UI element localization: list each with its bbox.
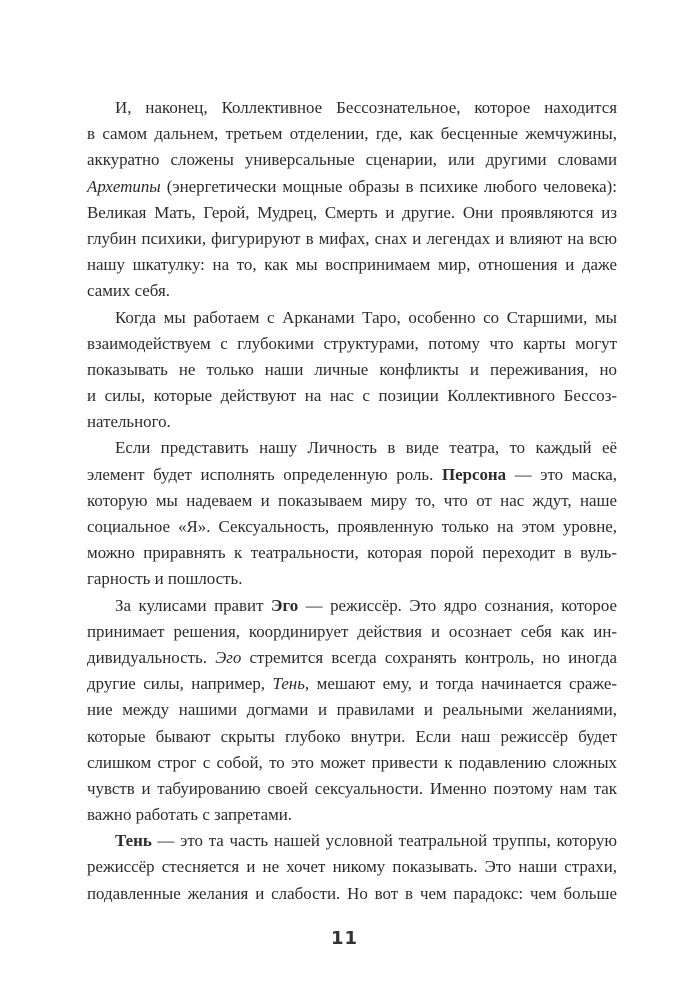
body-text <box>87 95 617 907</box>
text-line <box>87 331 617 357</box>
text-line <box>87 593 617 619</box>
paragraph <box>87 828 617 907</box>
text-line <box>87 121 617 147</box>
text-run: можно приравнять к театральности, которая порой переходит в вуль- <box>87 543 617 563</box>
text-line <box>87 540 617 566</box>
text-line <box>87 697 617 723</box>
text-line <box>87 514 617 540</box>
text-run: социальное «Я». Сексуальность, проявленную только на этом уровне, <box>87 517 617 536</box>
text-line <box>87 305 617 331</box>
text-line <box>87 278 617 304</box>
text-run: — это маска, <box>506 464 617 484</box>
paragraph <box>87 435 617 592</box>
text-line <box>87 147 617 173</box>
italic-term: Эго <box>215 647 242 667</box>
text-run: За кулисами правит <box>115 595 271 615</box>
text-run: дивидуальность. <box>87 647 216 667</box>
text-run: важно работать с запретами. <box>87 805 293 825</box>
text-run: — режиссёр. Это ядро сознания, которое <box>298 595 617 615</box>
text-run: ние между нашими догмами и правилами и реальными желаниями, <box>87 700 617 720</box>
paragraph <box>87 305 617 436</box>
text-line <box>87 95 617 121</box>
text-line <box>87 645 617 671</box>
text-line <box>87 802 617 828</box>
text-run: И, наконец, Коллективное Бессознательное, которое находится <box>115 98 617 117</box>
text-line <box>87 828 617 854</box>
text-run: самих себя. <box>87 281 170 301</box>
text-line <box>87 724 617 750</box>
text-run: в самом дальнем, третьем отделении, где, как бесценные жемчужины, <box>87 124 617 144</box>
text-run: Если представить нашу Личность в виде театра, то каждый её <box>115 438 617 458</box>
text-line <box>87 671 617 697</box>
text-run: и силы, которые действуют на нас с позиции Коллективного Бессоз- <box>87 386 617 406</box>
text-line <box>87 750 617 776</box>
text-line <box>87 776 617 802</box>
text-run: которые бывают скрыты глубоко внутри. Если наш режиссёр будет <box>87 726 617 746</box>
text-line <box>87 383 617 409</box>
paragraph <box>87 593 617 829</box>
text-line <box>87 462 617 488</box>
italic-term: Архетипы <box>87 176 161 196</box>
paragraph <box>87 95 617 305</box>
text-run: подавленные желания и слабости. Но вот в чем парадокс: чем больше <box>87 883 617 903</box>
text-run: которую мы надеваем и показываем миру то, что от нас ждут, наше <box>87 490 617 510</box>
text-run: другие силы, например, <box>87 674 273 694</box>
page-number: 11 <box>330 928 359 949</box>
text-line <box>87 357 617 383</box>
bold-term: Эго <box>270 595 299 615</box>
text-line <box>87 881 617 907</box>
text-run: взаимодействуем с глубокими структурами, потому что карты могут <box>87 333 617 353</box>
text-line <box>87 226 617 252</box>
text-line <box>87 200 617 226</box>
italic-term: Тень <box>272 674 305 694</box>
text-line <box>87 174 617 200</box>
text-run: гарность и пошлость. <box>87 569 243 589</box>
text-run: режиссёр стесняется и не хочет никому показывать. Это наши страхи, <box>87 857 617 877</box>
text-run: Когда мы работаем с Арканами Таро, особенно со Старшими, мы <box>115 307 617 327</box>
text-run: чувств и табуированию своей сексуальности. Именно поэтому нам так <box>87 778 617 798</box>
bold-term: Тень <box>115 831 152 851</box>
text-run: элемент будет исполнять определенную роль. <box>87 464 442 484</box>
text-line <box>87 566 617 592</box>
text-line <box>87 854 617 880</box>
text-run: — это та часть нашей условной театральной труппы, которую <box>151 831 617 851</box>
text-line <box>87 252 617 278</box>
text-line <box>87 488 617 514</box>
text-run: нашу шкатулку: на то, как мы воспринимаем мир, отношения и даже <box>87 255 617 275</box>
text-run: глубин психики, фигурируют в мифах, снах и легендах и влияют на всю <box>87 228 617 248</box>
text-line <box>87 435 617 461</box>
text-run: показывать не только наши личные конфликты и переживания, но <box>87 359 617 379</box>
text-run: , мешают ему, и тогда начинается сраже- <box>304 674 617 694</box>
text-run: стремится всегда сохранять контроль, но иногда <box>241 647 617 667</box>
text-run: нательного. <box>87 412 171 432</box>
text-run: Великая Мать, Герой, Мудрец, Смерть и другие. Они проявляются из <box>87 202 617 222</box>
text-line <box>87 409 617 435</box>
text-run: принимает решения, координирует действия и осознает себя как ин- <box>87 621 617 641</box>
text-run: (энергетически мощные образы в психике любого человека): <box>160 176 617 196</box>
bold-term: Персона <box>441 464 507 484</box>
text-line <box>87 619 617 645</box>
text-run: слишком строг с собой, то это может привести к подавлению сложных <box>87 752 617 772</box>
text-run: аккуратно сложены универсальные сценарии, или другими словами <box>87 150 617 170</box>
